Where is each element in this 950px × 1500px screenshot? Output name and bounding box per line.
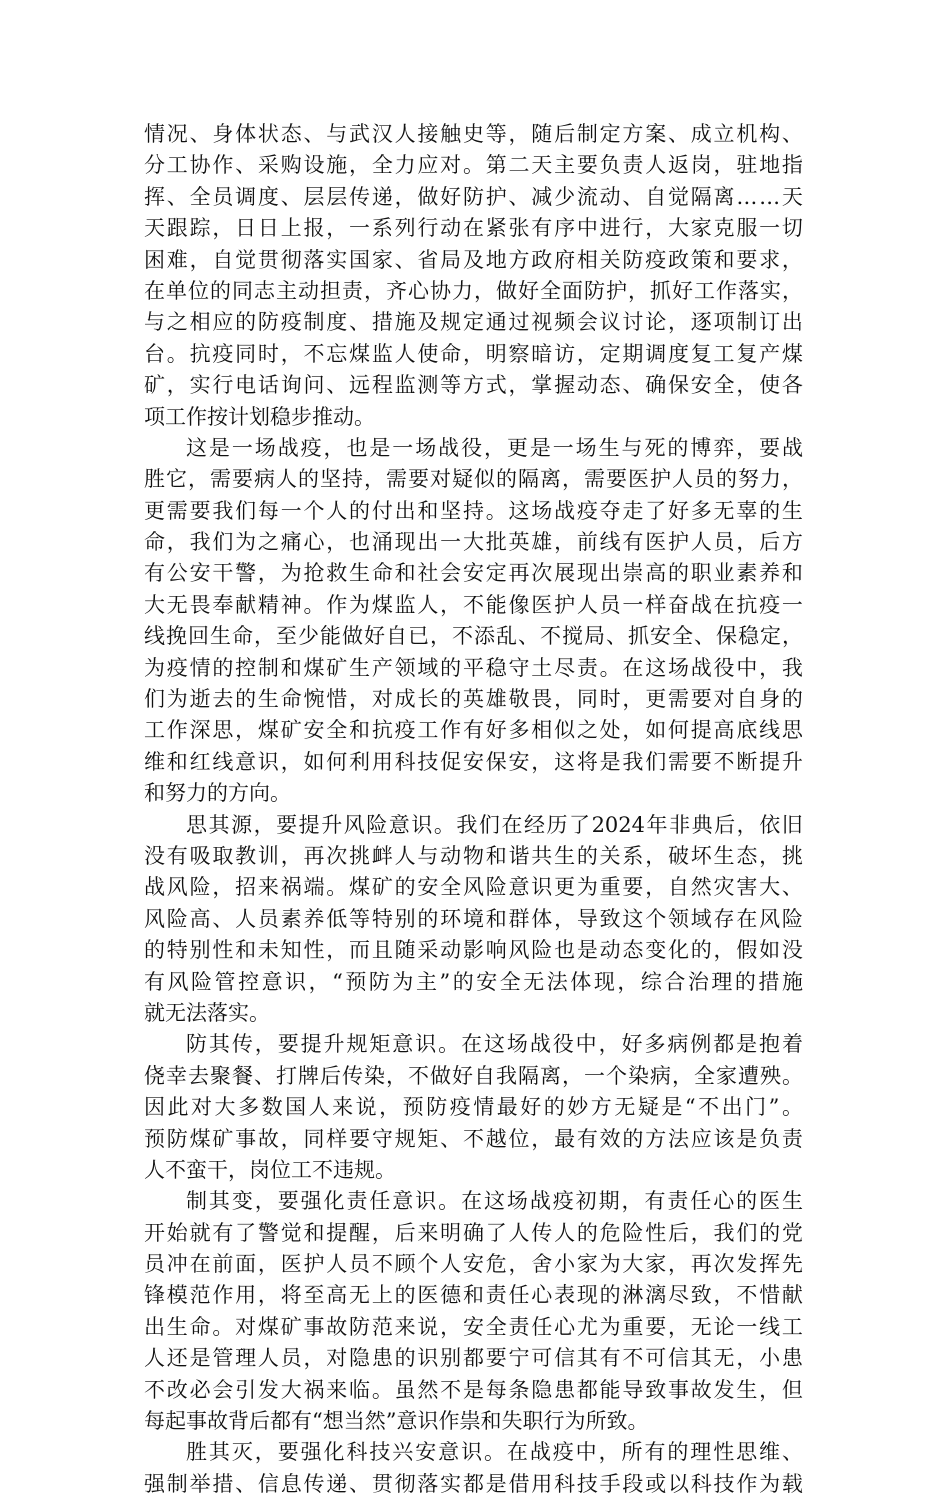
text-line: 人 还 是 管 理 人 员 ， 对 隐 患 的 识 别 都 要 宁 可 信 其 有 不 可 信 其 无 ， 小 患 [144, 1346, 803, 1371]
text-line: 工 作 深 思 ， 煤 矿 安 全 和 抗 疫 工 作 有 好 多 相 似 之 处 ， 如 何 提 高 底 线 思 [144, 718, 803, 743]
text-line: 和努力的方向。 [144, 781, 291, 806]
text-line: 更 需 要 我 们 每 一 个 人 的 付 出 和 坚 持 。 这 场 战 疫 夺 走 了 好 多 无 辜 的 生 [144, 498, 803, 523]
text-line: 大 无 畏 奉 献 精 神 。 作 为 煤 监 人 ， 不 能 像 医 护 人 员 一 样 奋 战 在 抗 疫 一 [144, 592, 803, 617]
paragraph [144, 119, 803, 433]
paragraph [144, 1437, 803, 1500]
text-line: 预 防 煤 矿 事 故 ， 同 样 要 守 规 矩 、 不 越 位 ， 最 有 效 的 方 法 应 该 是 负 责 [144, 1126, 803, 1151]
paragraph [144, 433, 803, 810]
text-line: 出 生 命 。 对 煤 矿 事 故 防 范 来 说 ， 安 全 责 任 心 尤 为 重 要 ， 无 论 一 线 工 [144, 1314, 803, 1339]
text-line: 胜 其 灭 ， 要 强 化 科 技 兴 安 意 识 。 在 战 疫 中 ， 所 有 的 理 性 思 维 、 [186, 1440, 803, 1465]
text-line: 这 是 一 场 战 疫 ， 也 是 一 场 战 役 ， 更 是 一 场 生 与 死 的 博 弈 ， 要 战 [186, 435, 803, 460]
text-line: 思 其 源 ， 要 提 升 风 险 意 识 。 我 们 在 经 历 了 2024 年 非 典 后 ， 依 旧 [186, 812, 803, 837]
text-line: 维 和 红 线 意 识 ， 如 何 利 用 科 技 促 安 保 安 ， 这 将 是 我 们 需 要 不 断 提 升 [144, 749, 803, 774]
text-line: 有 风 险 管 控 意 识 ， “ 预 防 为 主 ” 的 安 全 无 法 体 现 ， 综 合 治 理 的 措 施 [144, 969, 803, 994]
text-line: 防 其 传 ， 要 提 升 规 矩 意 识 。 在 这 场 战 役 中 ， 好 多 病 例 都 是 抱 着 [186, 1032, 803, 1057]
text-line: 挥 、 全 员 调 度 、 层 层 传 递 ， 做 好 防 护 、 减 少 流 动 、 自 觉 隔 离 … … 天 [144, 184, 803, 209]
text-line: 线 挽 回 生 命 ， 至 少 能 做 好 自 已 ， 不 添 乱 、 不 搅 局 、 抓 安 全 、 保 稳 定 ， [144, 624, 803, 649]
text-line: 风 险 高 、 人 员 素 养 低 等 特 别 的 环 境 和 群 体 ， 导 致 这 个 领 域 存 在 风 险 [144, 906, 803, 931]
text-line: 员 冲 在 前 面 ， 医 护 人 员 不 顾 个 人 安 危 ， 舍 小 家 为 大 家 ， 再 次 发 挥 先 [144, 1252, 803, 1277]
text-line: 台 。 抗 疫 同 时 ， 不 忘 煤 监 人 使 命 ， 明 察 暗 访 ， 定 期 调 度 复 工 复 产 煤 [144, 341, 803, 366]
text-line: 有 公 安 干 警 ， 为 抢 救 生 命 和 社 会 安 定 再 次 展 现 出 崇 高 的 职 业 素 养 和 [144, 561, 803, 586]
text-line: 为 疫 情 的 控 制 和 煤 矿 生 产 领 域 的 平 稳 守 土 尽 责 。 在 这 场 战 役 中 ， 我 [144, 655, 803, 680]
text-line: 战 风 险 ， 招 来 祸 端 。 煤 矿 的 安 全 风 险 意 识 更 为 重 要 ， 自 然 灾 害 大 、 [144, 875, 803, 900]
text-line: 项工作按计划稳步推动。 [144, 404, 375, 429]
text-line: 人不蛮干，岗位工不违规。 [144, 1157, 396, 1182]
paragraph [144, 1029, 803, 1186]
paragraph [144, 810, 803, 1030]
text-line: 没 有 吸 取 教 训 ， 再 次 挑 衅 人 与 动 物 和 谐 共 生 的 关 系 ， 破 坏 生 态 ， 挑 [144, 843, 803, 868]
text-line: 在 单 位 的 同 志 主 动 担 责 ， 齐 心 协 力 ， 做 好 全 面 防 护 ， 抓 好 工 作 落 实 ， [144, 278, 803, 303]
text-line: 侥 幸 去 聚 餐 、 打 牌 后 传 染 ， 不 做 好 自 我 隔 离 ， 一 个 染 病 ， 全 家 遭 殃 。 [144, 1063, 803, 1088]
text-line: 矿 ， 实 行 电 话 询 问 、 远 程 监 测 等 方 式 ， 掌 握 动 态 、 确 保 安 全 ， 使 各 [144, 373, 803, 398]
text-line: 与 之 相 应 的 防 疫 制 度 、 措 施 及 规 定 通 过 视 频 会 议 讨 论 ， 逐 项 制 订 出 [144, 310, 803, 335]
text-line: 开 始 就 有 了 警 觉 和 提 醒 ， 后 来 明 确 了 人 传 人 的 危 险 性 后 ， 我 们 的 党 [144, 1220, 803, 1245]
text-line: 强 制 举 措 、 信 息 传 递 、 贯 彻 落 实 都 是 借 用 科 技 手 段 或 以 科 技 作 为 载 [144, 1471, 803, 1496]
text-line: 们 为 逝 去 的 生 命 惋 惜 ， 对 成 长 的 英 雄 敬 畏 ， 同 时 ， 更 需 要 对 自 身 的 [144, 687, 803, 712]
paragraph [144, 1186, 803, 1437]
text-line: 天 跟 踪 ， 日 日 上 报 ， 一 系 列 行 动 在 紧 张 有 序 中 进 行 ， 大 家 克 服 一 切 [144, 216, 803, 241]
text-line: 不 改 必 会 引 发 大 祸 来 临 。 虽 然 不 是 每 条 隐 患 都 能 导 致 事 故 发 生 ， 但 [144, 1377, 803, 1402]
text-line: 因 此 对 大 多 数 国 人 来 说 ， 预 防 疫 情 最 好 的 妙 方 无 疑 是 “ 不 出 门 ” 。 [144, 1095, 803, 1120]
text-line: 胜 它 ， 需 要 病 人 的 坚 持 ， 需 要 对 疑 似 的 隔 离 ， 需 要 医 护 人 员 的 努 力 ， [144, 467, 803, 492]
text-line: 就无法落实。 [144, 1000, 270, 1025]
text-line: 的 特 别 性 和 未 知 性 ， 而 且 随 采 动 影 响 风 险 也 是 动 态 变 化 的 ， 假 如 没 [144, 938, 803, 963]
text-line: 制 其 变 ， 要 强 化 责 任 意 识 。 在 这 场 战 疫 初 期 ， 有 责 任 心 的 医 生 [186, 1189, 803, 1214]
text-line: 锋 模 范 作 用 ， 将 至 高 无 上 的 医 德 和 责 任 心 表 现 的 淋 漓 尽 致 ， 不 惜 献 [144, 1283, 803, 1308]
text-line: 情 况 、 身 体 状 态 、 与 武 汉 人 接 触 史 等 ， 随 后 制 定 方 案 、 成 立 机 构 、 [144, 122, 803, 146]
body-text [144, 119, 803, 1500]
text-line: 命 ， 我 们 为 之 痛 心 ， 也 涌 现 出 一 大 批 英 雄 ， 前 线 有 医 护 人 员 ， 后 方 [144, 530, 803, 555]
text-line: 困 难 ， 自 觉 贯 彻 落 实 国 家 、 省 局 及 地 方 政 府 相 关 防 疫 政 策 和 要 求 ， [144, 247, 803, 272]
text-line: 分 工 协 作 、 采 购 设 施 ， 全 力 应 对 。 第 二 天 主 要 负 责 人 返 岗 ， 驻 地 指 [144, 153, 803, 178]
text-line: 每起事故背后都有“想当然”意识作祟和失职行为所致。 [144, 1409, 649, 1434]
